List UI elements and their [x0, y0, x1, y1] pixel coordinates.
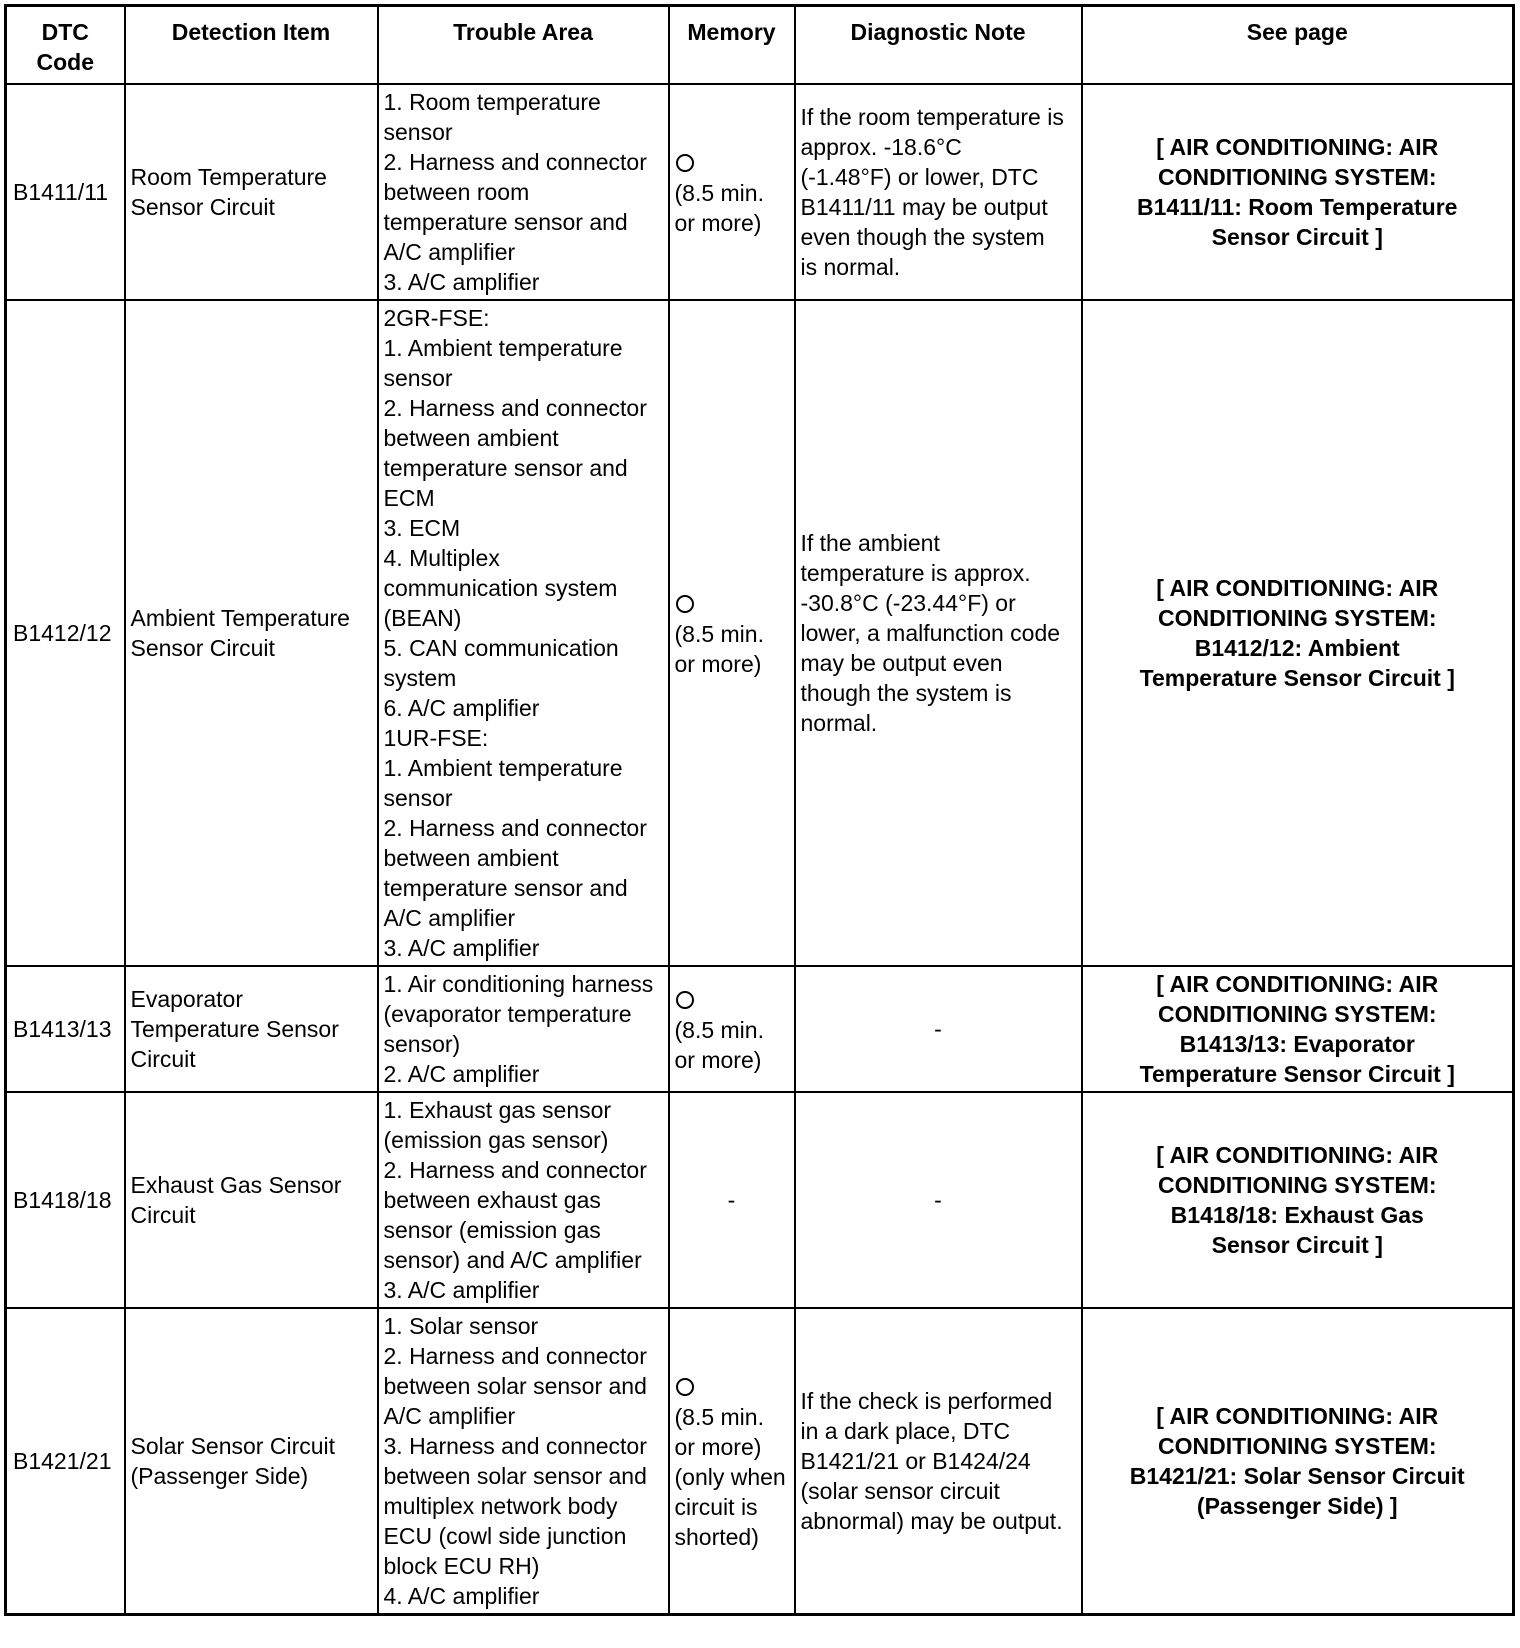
- see-page-line: CONDITIONING SYSTEM:: [1157, 1433, 1437, 1459]
- see-page-line: (Passenger Side) ]: [1196, 1493, 1398, 1519]
- detection-item-cell: [125, 84, 378, 300]
- trouble-area-cell: [378, 300, 669, 966]
- detection-item-line: Room Temperature: [130, 164, 327, 190]
- diagnostic-note-cell: [795, 966, 1082, 1092]
- trouble-area-line: 3. A/C amplifier: [383, 269, 540, 295]
- trouble-area-line: A/C amplifier: [383, 905, 516, 931]
- diagnostic-note-cell: [795, 300, 1082, 966]
- dtc-code-cell: B1413/13: [6, 966, 125, 1092]
- diagnostic-note-line: B1411/11 may be output: [800, 194, 1048, 220]
- trouble-area-line: 2. A/C amplifier: [383, 1061, 540, 1087]
- trouble-area-line: between room: [383, 179, 530, 205]
- trouble-area-line: 2. Harness and connector: [383, 1343, 647, 1369]
- memory-cell: [669, 1092, 795, 1308]
- detection-item-line: Solar Sensor Circuit: [130, 1433, 336, 1459]
- trouble-area-line: temperature sensor and: [383, 209, 628, 235]
- table-row: [6, 1308, 1514, 1615]
- trouble-area-line: 3. A/C amplifier: [383, 1277, 540, 1303]
- trouble-area-line: 1. Air conditioning harness: [383, 971, 654, 997]
- trouble-area-line: 4. Multiplex: [383, 545, 500, 571]
- trouble-area-line: 3. ECM: [383, 515, 461, 541]
- see-page-line: B1418/18: Exhaust Gas: [1170, 1202, 1424, 1228]
- trouble-area-line: ECU (cowl side junction: [383, 1523, 627, 1549]
- header-row: [6, 6, 1514, 85]
- table-row: [6, 300, 1514, 966]
- trouble-area-line: sensor) and A/C amplifier: [383, 1247, 642, 1273]
- trouble-area-line: 2. Harness and connector: [383, 815, 647, 841]
- detection-item-cell: [125, 1308, 378, 1615]
- table-body: [6, 84, 1514, 1615]
- diagnostic-note-line: If the ambient: [800, 530, 940, 556]
- diagnostic-note-line: If the room temperature is: [800, 104, 1064, 130]
- trouble-area-cell: [378, 1092, 669, 1308]
- header-memory: Memory: [669, 6, 795, 85]
- trouble-area-line: between ambient: [383, 425, 559, 451]
- detection-item-line: Temperature Sensor: [130, 1016, 339, 1042]
- diagnostic-note-line: (solar sensor circuit: [800, 1478, 1000, 1504]
- detection-item-line: Sensor Circuit: [130, 194, 275, 220]
- trouble-area-line: 5. CAN communication: [383, 635, 619, 661]
- trouble-area-line: between ambient: [383, 845, 559, 871]
- memory-line: -: [727, 1187, 736, 1213]
- detection-item-cell: [125, 300, 378, 966]
- memory-circle-icon: [676, 991, 694, 1009]
- memory-line: (8.5 min.: [674, 180, 764, 206]
- see-page-line: Sensor Circuit ]: [1211, 1232, 1383, 1258]
- header-dtc-code: DTC Code: [6, 6, 125, 85]
- see-page-reference: [1082, 1092, 1514, 1308]
- trouble-area-line: communication system: [383, 575, 618, 601]
- trouble-area-line: A/C amplifier: [383, 1403, 516, 1429]
- memory-cell: [669, 966, 795, 1092]
- trouble-area-cell: [378, 1308, 669, 1615]
- dtc-code-cell: B1411/11: [6, 84, 125, 300]
- memory-circle-icon: [676, 154, 694, 172]
- diagnostic-note-line: is normal.: [800, 254, 901, 280]
- table-row: [6, 1092, 1514, 1308]
- memory-line: (only when: [674, 1464, 786, 1490]
- trouble-area-line: (emission gas sensor): [383, 1127, 609, 1153]
- trouble-area-line: 1. Ambient temperature: [383, 335, 623, 361]
- dtc-code-cell: B1418/18: [6, 1092, 125, 1308]
- trouble-area-line: between exhaust gas: [383, 1187, 601, 1213]
- see-page-line: [ AIR CONDITIONING: AIR: [1156, 1403, 1439, 1429]
- diagnostic-note-line: even though the system: [800, 224, 1045, 250]
- memory-cell: [669, 300, 795, 966]
- diagnostic-note-line: -30.8°C (-23.44°F) or: [800, 590, 1016, 616]
- trouble-area-line: 2. Harness and connector: [383, 1157, 647, 1183]
- detection-item-line: Exhaust Gas Sensor: [130, 1172, 342, 1198]
- memory-line: (8.5 min.: [674, 621, 764, 647]
- detection-item-cell: [125, 966, 378, 1092]
- see-page-line: B1411/11: Room Temperature: [1137, 194, 1458, 220]
- trouble-area-line: between solar sensor and: [383, 1463, 647, 1489]
- detection-item-cell: [125, 1092, 378, 1308]
- detection-item-line: Evaporator: [130, 986, 244, 1012]
- memory-line: (8.5 min.: [674, 1404, 764, 1430]
- trouble-area-line: 1UR-FSE:: [383, 725, 489, 751]
- diagnostic-note-line: though the system is: [800, 680, 1012, 706]
- trouble-area-line: 3. A/C amplifier: [383, 935, 540, 961]
- diagnostic-note-line: may be output even: [800, 650, 1003, 676]
- trouble-area-line: (evaporator temperature: [383, 1001, 632, 1027]
- header-trouble-area: Trouble Area: [378, 6, 669, 85]
- diagnostic-note-line: If the check is performed: [800, 1388, 1053, 1414]
- see-page-line: [ AIR CONDITIONING: AIR: [1156, 971, 1439, 997]
- memory-line: or more): [674, 1434, 762, 1460]
- detection-item-line: Circuit: [130, 1046, 196, 1072]
- table-row: [6, 966, 1514, 1092]
- trouble-area-line: sensor (emission gas: [383, 1217, 601, 1243]
- memory-line: shorted): [674, 1524, 759, 1550]
- see-page-line: [ AIR CONDITIONING: AIR: [1156, 134, 1439, 160]
- memory-circle-icon: [676, 595, 694, 613]
- see-page-reference: [1082, 300, 1514, 966]
- see-page-line: CONDITIONING SYSTEM:: [1157, 1001, 1437, 1027]
- trouble-area-line: temperature sensor and: [383, 875, 628, 901]
- diagnostic-note-line: B1421/21 or B1424/24: [800, 1448, 1031, 1474]
- diagnostic-note-line: temperature is approx.: [800, 560, 1031, 586]
- see-page-reference: [1082, 966, 1514, 1092]
- see-page-reference: [1082, 84, 1514, 300]
- diagnostic-note-line: normal.: [800, 710, 878, 736]
- memory-line: or more): [674, 1047, 762, 1073]
- table-row: [6, 84, 1514, 300]
- trouble-area-line: 2. Harness and connector: [383, 395, 647, 421]
- dtc-code-cell: B1412/12: [6, 300, 125, 966]
- header-diagnostic-note: Diagnostic Note: [795, 6, 1082, 85]
- see-page-line: B1421/21: Solar Sensor Circuit: [1129, 1463, 1465, 1489]
- trouble-area-line: between solar sensor and: [383, 1373, 647, 1399]
- trouble-area-line: 3. Harness and connector: [383, 1433, 647, 1459]
- trouble-area-line: sensor: [383, 365, 453, 391]
- diagnostic-note-cell: [795, 1308, 1082, 1615]
- trouble-area-line: block ECU RH): [383, 1553, 540, 1579]
- diagnostic-note-line: (-1.48°F) or lower, DTC: [800, 164, 1039, 190]
- trouble-area-line: 2. Harness and connector: [383, 149, 647, 175]
- diagnostic-note-cell: [795, 84, 1082, 300]
- trouble-area-cell: [378, 966, 669, 1092]
- diagnostic-note-line: abnormal) may be output.: [800, 1508, 1063, 1534]
- header-detection-item: Detection Item: [125, 6, 378, 85]
- trouble-area-line: 1. Ambient temperature: [383, 755, 623, 781]
- memory-line: (8.5 min.: [674, 1017, 764, 1043]
- trouble-area-line: (BEAN): [383, 605, 462, 631]
- trouble-area-line: 6. A/C amplifier: [383, 695, 540, 721]
- trouble-area-line: sensor): [383, 1031, 461, 1057]
- trouble-area-line: 4. A/C amplifier: [383, 1583, 540, 1609]
- see-page-line: CONDITIONING SYSTEM:: [1157, 605, 1437, 631]
- diagnostic-note-line: lower, a malfunction code: [800, 620, 1061, 646]
- dtc-table: [4, 4, 1515, 1616]
- memory-line: or more): [674, 210, 762, 236]
- trouble-area-line: 2GR-FSE:: [383, 305, 490, 331]
- see-page-line: CONDITIONING SYSTEM:: [1157, 164, 1437, 190]
- see-page-line: Temperature Sensor Circuit ]: [1139, 1061, 1455, 1087]
- diagnostic-note-cell: [795, 1092, 1082, 1308]
- trouble-area-line: A/C amplifier: [383, 239, 516, 265]
- dtc-code-cell: B1421/21: [6, 1308, 125, 1615]
- trouble-area-line: 1. Solar sensor: [383, 1313, 539, 1339]
- detection-item-line: Sensor Circuit: [130, 635, 275, 661]
- trouble-area-line: multiplex network body: [383, 1493, 618, 1519]
- see-page-line: Sensor Circuit ]: [1211, 224, 1383, 250]
- memory-line: or more): [674, 651, 762, 677]
- trouble-area-line: sensor: [383, 119, 453, 145]
- diagnostic-note-line: -: [934, 1187, 942, 1213]
- memory-cell: [669, 1308, 795, 1615]
- see-page-reference: [1082, 1308, 1514, 1615]
- see-page-line: CONDITIONING SYSTEM:: [1157, 1172, 1437, 1198]
- trouble-area-line: 1. Exhaust gas sensor: [383, 1097, 612, 1123]
- header-see-page: See page: [1082, 6, 1514, 85]
- trouble-area-line: 1. Room temperature: [383, 89, 601, 115]
- trouble-area-line: sensor: [383, 785, 453, 811]
- memory-circle-icon: [676, 1378, 694, 1396]
- diagnostic-note-line: in a dark place, DTC: [800, 1418, 1011, 1444]
- memory-cell: [669, 84, 795, 300]
- see-page-line: B1413/13: Evaporator: [1179, 1031, 1415, 1057]
- trouble-area-line: ECM: [383, 485, 435, 511]
- trouble-area-cell: [378, 84, 669, 300]
- see-page-line: [ AIR CONDITIONING: AIR: [1156, 1142, 1439, 1168]
- see-page-line: [ AIR CONDITIONING: AIR: [1156, 575, 1439, 601]
- detection-item-line: (Passenger Side): [130, 1463, 309, 1489]
- see-page-line: B1412/12: Ambient: [1194, 635, 1400, 661]
- diagnostic-note-line: approx. -18.6°C: [800, 134, 962, 160]
- see-page-line: Temperature Sensor Circuit ]: [1139, 665, 1455, 691]
- detection-item-line: Circuit: [130, 1202, 196, 1228]
- trouble-area-line: temperature sensor and: [383, 455, 628, 481]
- diagnostic-note-line: -: [934, 1016, 942, 1042]
- memory-line: circuit is: [674, 1494, 758, 1520]
- detection-item-line: Ambient Temperature: [130, 605, 350, 631]
- trouble-area-line: system: [383, 665, 457, 691]
